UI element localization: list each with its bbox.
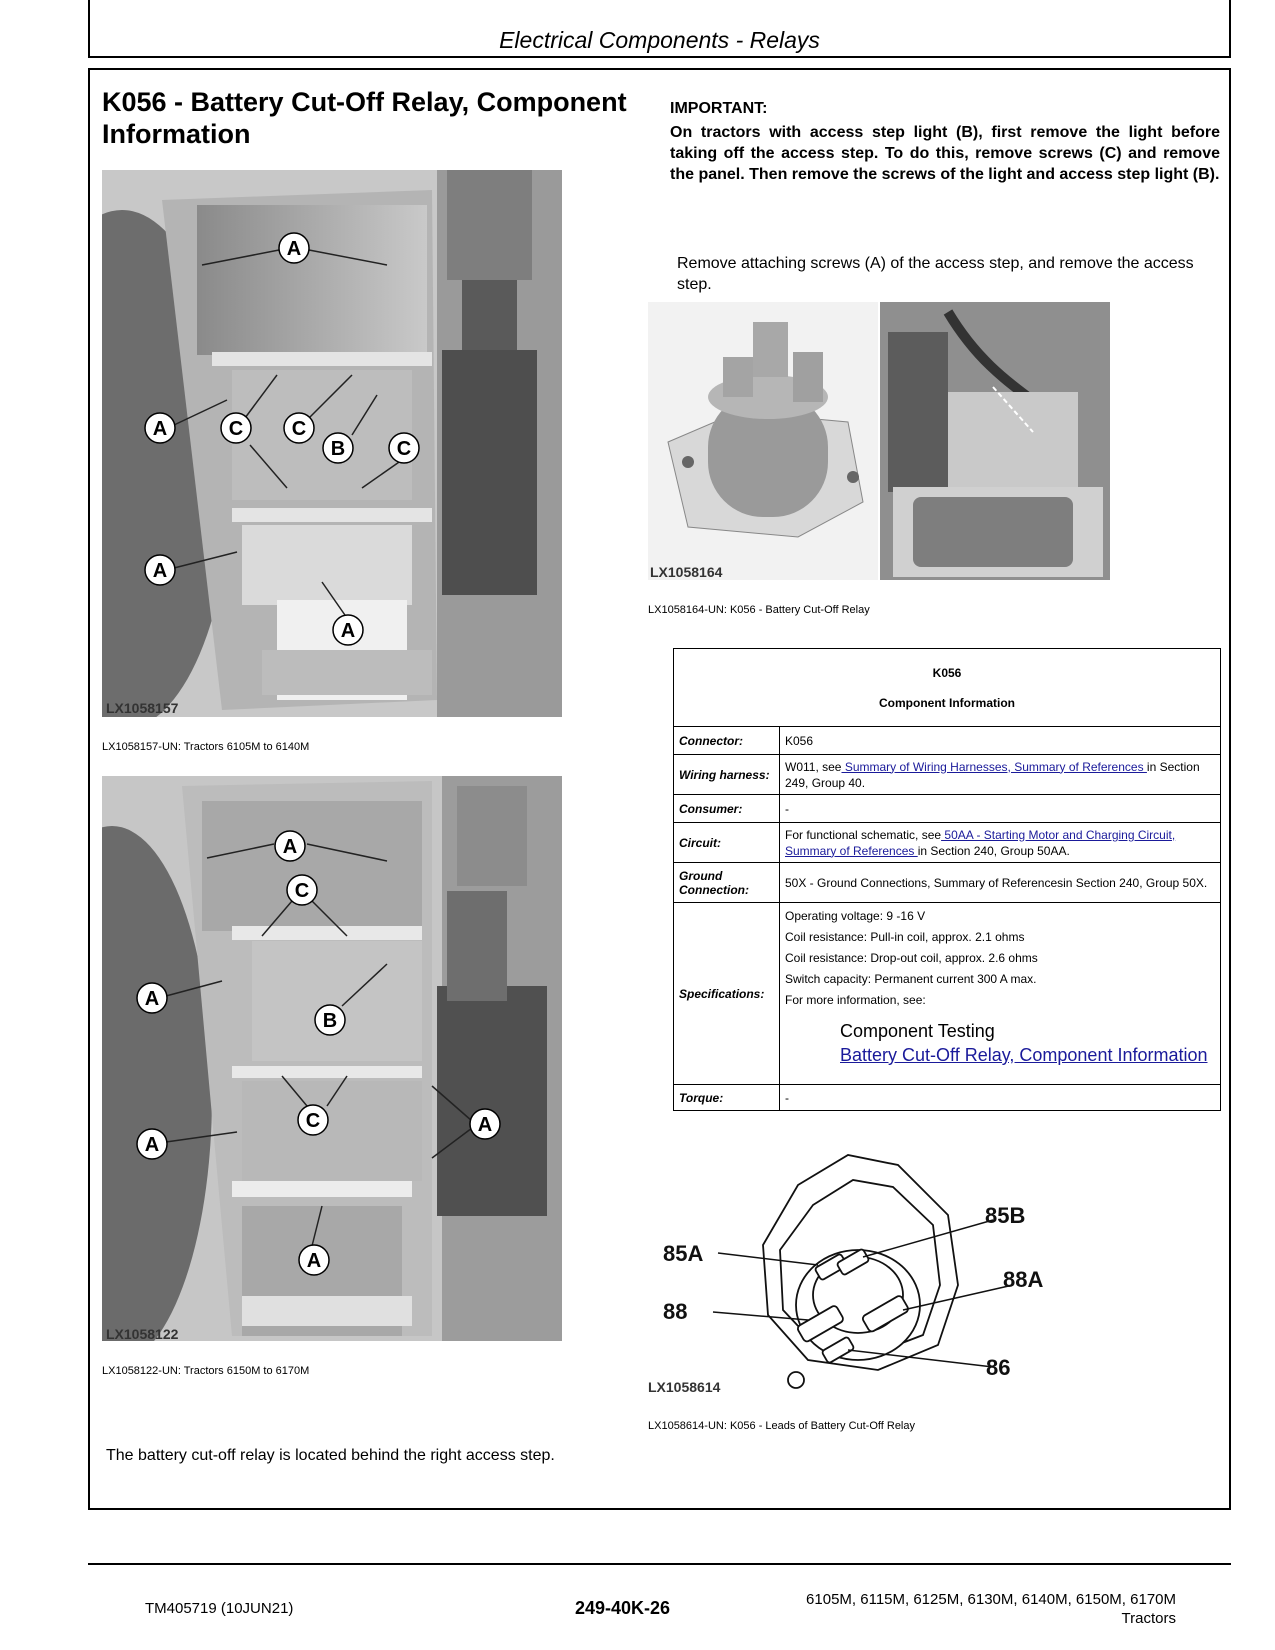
- spec-line: Operating voltage: 9 -16 V: [785, 909, 926, 923]
- label-88a: 88A: [1003, 1267, 1044, 1292]
- svg-text:A: A: [144, 988, 160, 1010]
- row-label: Consumer:: [674, 795, 780, 823]
- callout-c-2: [284, 413, 314, 443]
- spec-line: For more information, see:: [785, 993, 926, 1007]
- footer-models: [760, 1590, 1176, 1628]
- callout-c-3: [389, 433, 419, 463]
- figure-caption: LX1058164-UN: K056 - Battery Cut-Off Relay: [648, 604, 870, 616]
- ground-value: 50X - Ground Connections, Summary of Referencesin Section 240, Group 50X.: [780, 863, 1221, 903]
- callout-c-2: [298, 1105, 328, 1135]
- footer-doc-id: TM405719 (10JUN21): [145, 1600, 294, 1617]
- label-86: 86: [986, 1355, 1011, 1380]
- svg-text:C: C: [305, 1110, 321, 1132]
- label-85b: 85B: [985, 1203, 1026, 1228]
- svg-text:A: A: [152, 418, 168, 440]
- table-title: K056: [932, 665, 962, 680]
- svg-text:A: A: [282, 836, 298, 858]
- body-text: The battery cut-off relay is located behind the right access step.: [106, 1447, 555, 1464]
- svg-text:C: C: [396, 438, 412, 460]
- row-label: Circuit:: [674, 823, 780, 863]
- figure-id: LX1058164: [650, 564, 723, 580]
- specs-value: [780, 903, 1221, 1085]
- header-title: Electrical Components - Relays: [499, 27, 820, 53]
- svg-text:A: A: [340, 620, 356, 642]
- svg-text:B: B: [322, 1010, 338, 1032]
- callout-a-2: [137, 983, 167, 1013]
- figure-id: LX1058122: [106, 1326, 179, 1341]
- connector-value: K056: [780, 727, 1221, 755]
- callout-a-5: [299, 1245, 329, 1275]
- figure-caption: LX1058614-UN: K056 - Leads of Battery Cut-Off Relay: [648, 1420, 915, 1432]
- callout-a-3: [137, 1129, 167, 1159]
- callout-a-2: [145, 413, 175, 443]
- row-label: Wiring harness:: [674, 755, 780, 795]
- row-label: Specifications:: [674, 903, 780, 1085]
- figure-access-step-6105m: [102, 170, 562, 717]
- callout-a-4: [470, 1109, 500, 1139]
- svg-text:C: C: [294, 880, 310, 902]
- important-text: On tractors with access step light (B), first remove the light before taking off the access step. To do this, remove screws (C) and remove the panel. Then remove the screws of the light and access step light (B).: [670, 124, 1220, 183]
- important-heading: IMPORTANT:: [670, 100, 768, 117]
- row-label: Ground Connection:: [674, 863, 780, 903]
- torque-value: -: [780, 1085, 1221, 1111]
- figure-caption: LX1058157-UN: Tractors 6105M to 6140M: [102, 741, 310, 753]
- callout-a-3: [145, 555, 175, 585]
- row-label: Connector:: [674, 727, 780, 755]
- footer-divider: [88, 1563, 1231, 1565]
- spec-line: Coil resistance: Pull-in coil, approx. 2.1 ohms: [785, 930, 1025, 944]
- consumer-value: -: [780, 795, 1221, 823]
- figure-relay-leads: [648, 1145, 1128, 1415]
- circuit-link[interactable]: 50AA - Starting Motor and Charging Circuit, Summary of References: [785, 827, 1176, 858]
- callout-c-1: [287, 875, 317, 905]
- callout-a-1: [279, 233, 309, 263]
- label-88: 88: [663, 1299, 688, 1324]
- figure-id: LX1058614: [648, 1379, 721, 1395]
- footer-models-line: 6105M, 6115M, 6125M, 6130M, 6140M, 6150M, 6170M: [806, 1591, 1176, 1608]
- svg-text:C: C: [291, 418, 307, 440]
- instruction-text: Remove attaching screws (A) of the access step, and remove the access step.: [677, 255, 1194, 293]
- callout-b-1: [315, 1005, 345, 1035]
- page-header: [88, 0, 1231, 58]
- wiring-value: W011, see Summary of Wiring Harnesses, Summary of References in Section 249, Group 40.: [780, 755, 1221, 795]
- component-info-table: [673, 648, 1221, 1111]
- figure-relay-photo: [648, 302, 1110, 580]
- figure-id: LX1058157: [106, 700, 179, 716]
- svg-text:A: A: [144, 1134, 160, 1156]
- figure-caption: LX1058122-UN: Tractors 6150M to 6170M: [102, 1365, 310, 1377]
- label-85a: 85A: [663, 1241, 704, 1266]
- callout-b-1: [323, 433, 353, 463]
- spec-line: Coil resistance: Drop-out coil, approx. 2.6 ohms: [785, 951, 1038, 965]
- callout-a-1: [275, 831, 305, 861]
- callout-a-4: [333, 615, 363, 645]
- svg-text:C: C: [228, 418, 244, 440]
- svg-text:A: A: [306, 1250, 322, 1272]
- callout-c-1: [221, 413, 251, 443]
- svg-text:A: A: [477, 1114, 493, 1136]
- svg-text:B: B: [330, 438, 346, 460]
- spec-ref-title: Component Testing: [840, 1021, 995, 1041]
- circuit-value: For functional schematic, see 50AA - Starting Motor and Charging Circuit, Summary of References in Section 240, Group 50AA.: [780, 823, 1221, 863]
- figure-access-step-6150m: [102, 776, 562, 1341]
- table-header: [674, 649, 1221, 727]
- row-label: Torque:: [674, 1085, 780, 1111]
- table-subtitle: Component Information: [879, 695, 1015, 710]
- footer-models-line: Tractors: [1121, 1610, 1176, 1627]
- footer-page-number: 249-40K-26: [575, 1598, 671, 1618]
- section-title: K056 - Battery Cut-Off Relay, Component Information: [102, 87, 627, 149]
- content-frame: [88, 68, 1231, 1510]
- spec-line: Switch capacity: Permanent current 300 A max.: [785, 972, 1037, 986]
- wiring-link[interactable]: Summary of Wiring Harnesses, Summary of References: [841, 759, 1147, 774]
- svg-text:A: A: [286, 238, 302, 260]
- svg-text:A: A: [152, 560, 168, 582]
- spec-ref-link[interactable]: Battery Cut-Off Relay, Component Information: [840, 1045, 1208, 1065]
